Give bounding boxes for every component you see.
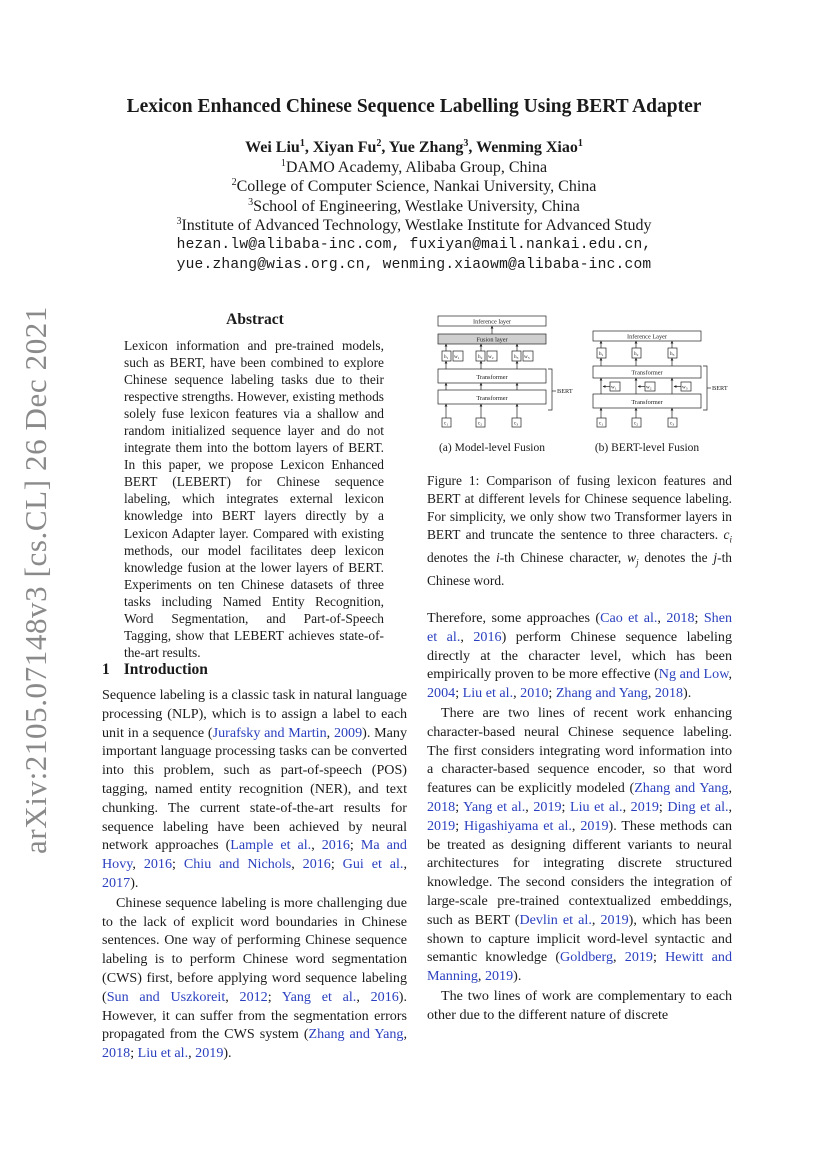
arxiv-sidebar <box>6 306 66 854</box>
email-line-2[interactable]: yue.zhang@wias.org.cn, wenming.xiaowm@alibaba-inc.com <box>176 256 652 273</box>
citation-link[interactable]: 2019 <box>195 1045 224 1062</box>
author-name: Yue Zhang$^3$ <box>388 138 469 156</box>
svg-text:h1: h1 <box>599 351 604 357</box>
transformer-label-a1: Transformer <box>476 374 508 381</box>
svg-text:c1: c1 <box>444 420 449 427</box>
citation-link[interactable]: Zhang and Yang <box>555 685 648 702</box>
citation-link[interactable]: 2016 <box>370 988 399 1005</box>
panel-a-model-level-fusion <box>438 316 556 427</box>
citation-link[interactable]: Chiu and Nichols <box>183 856 292 873</box>
svg-text:c3: c3 <box>514 420 519 427</box>
citation-link[interactable]: Ding et al. <box>667 798 729 815</box>
figure-1-caption: Figure 1: Comparison of fusing lexicon features and BERT at different levels for Chinese sequence labeling. For simplicity, we only show two Transformer layers in BERT and truncate the sentence to three characters. $c_i$ denotes the i-th Chinese character, $w_j$ denotes the j-th Chinese word. <box>427 473 732 588</box>
subcaption-a: (a) Model-level Fusion <box>438 442 546 454</box>
citation-link[interactable]: Higashiyama et al. <box>463 817 572 834</box>
figure-1-diagram <box>430 313 735 458</box>
bert-label-b: BERT <box>712 385 728 392</box>
subcaption-b: (b) BERT-level Fusion <box>594 442 700 454</box>
author-block <box>0 138 828 275</box>
citation-link[interactable]: Gui et al. <box>342 856 404 873</box>
affiliation: $^1$DAMO Academy, Alibaba Group, China <box>280 157 548 176</box>
svg-text:h1: h1 <box>444 354 449 360</box>
transformer-label-a2: Transformer <box>476 395 508 402</box>
svg-text:h2: h2 <box>478 354 483 360</box>
citation-link[interactable]: Ma and Hovy <box>102 837 407 873</box>
right-paragraph-3: The two lines of work are complementary to each other due to the different nature of discrete <box>427 987 732 1023</box>
citation-link[interactable]: 2019 <box>624 949 653 966</box>
citation-link[interactable]: Yang et al. <box>463 798 526 815</box>
citation-link[interactable]: Cao et al. <box>600 610 658 626</box>
citation-link[interactable]: Ng and Low <box>658 666 729 683</box>
citation-link[interactable]: 2018 <box>427 798 456 815</box>
citation-link[interactable]: 2012 <box>239 988 268 1005</box>
citation-link[interactable]: Devlin et al. <box>519 911 592 928</box>
citation-link[interactable]: Zhang and Yang <box>634 780 729 797</box>
citation-link[interactable]: Liu et al. <box>137 1045 189 1062</box>
svg-text:c1: c1 <box>599 420 604 427</box>
panel-b-bert-level-fusion <box>593 331 711 427</box>
svg-text:w3: w3 <box>524 354 530 360</box>
citation-link[interactable]: Liu et al. <box>570 798 623 815</box>
affiliation: $^3$Institute of Advanced Technology, Westlake Institute for Advanced Study <box>176 216 652 235</box>
citation-link[interactable]: 2016 <box>143 856 173 873</box>
citation-link[interactable]: 2019 <box>533 798 562 815</box>
left-column-body <box>102 686 407 1063</box>
citation-link[interactable]: 2019 <box>427 817 456 834</box>
citation-link[interactable]: 2004 <box>427 685 456 702</box>
svg-text:h3: h3 <box>670 351 675 357</box>
bert-label-a: BERT <box>557 388 573 395</box>
citation-link[interactable]: 2010 <box>520 685 549 702</box>
transformer-label-b1: Transformer <box>631 369 663 377</box>
citation-link[interactable]: 2019 <box>484 968 514 985</box>
citation-link[interactable]: 2019 <box>580 817 609 834</box>
author-name: Wenming Xiao$^1$ <box>476 138 583 156</box>
svg-text:h3: h3 <box>514 354 519 360</box>
citation-link[interactable]: 2018 <box>102 1045 131 1062</box>
abstract-text: Lexicon information and pre-trained models, such as BERT, have been combined to explore Chinese sequence labeling tasks due to their respective strengths. However, existing methods solely fuse lexicon features via a shallow and random initialized sequence layer and do not integrate them into the bottom layers of BERT. In this paper, we propose Lexicon Enhanced BERT (LEBERT) for Chinese sequence labeling, which integrates external lexicon knowledge into BERT layers directly by a Lexicon Adapter layer. Compared with existing methods, our model facilitates deep lexicon knowledge fusion at the lower layers of BERT. Experiments on ten Chinese datasets of three tasks including Named Entity Recognition, Word Segmentation, and Part-of-Speech Tagging, show that LEBERT achieves state-of-the-art results. <box>124 338 384 660</box>
affiliation-list <box>0 158 828 236</box>
citation-link[interactable]: Liu et al. <box>462 685 514 702</box>
affiliation: $^2$College of Computer Science, Nankai University, China <box>231 177 597 196</box>
svg-text:c3: c3 <box>670 420 675 427</box>
svg-text:c2: c2 <box>634 420 639 427</box>
right-paragraph-2: There are two lines of recent work enhancing character-based neural Chinese sequence labeling. The first considers integrating word information into a character-based sequence encoder, so that word features can be explicitly modeled (Zhang and Yang, 2018; Yang et al., 2019; Liu et al., 2019; Ding et al., 2019; Higashiyama et al., 2019). These methods can be treated as designing different variants to neural architectures for integrating discrete structured knowledge. The second considers the integration of large-scale pre-trained contextualized embeddings, such as BERT (Devlin et al., 2019), which has been shown to capture implicit word-level syntactic and semantic knowledge (Goldberg, 2019; Hewitt and Manning, 2019). <box>427 704 733 985</box>
author-list: Wei Liu$^1$, Xiyan Fu$^2$, Yue Zhang$^3$, Wenming Xiao$^1$ <box>245 138 583 156</box>
citation-link[interactable]: 2016 <box>473 628 502 645</box>
section-number: 1 <box>102 661 110 678</box>
svg-text:h2: h2 <box>634 351 639 357</box>
citation-link[interactable]: Yang et al. <box>281 988 357 1005</box>
section-title: Introduction <box>123 661 208 678</box>
svg-text:c2: c2 <box>478 420 483 427</box>
svg-text:w1: w1 <box>454 354 460 360</box>
svg-text:w1: w1 <box>611 384 617 391</box>
svg-text:w2: w2 <box>488 354 494 360</box>
citation-link[interactable]: 2019 <box>600 911 629 928</box>
svg-text:w3: w3 <box>682 384 688 391</box>
citation-link[interactable]: Zhang and Yang <box>308 1026 404 1043</box>
right-column-body <box>427 609 732 1025</box>
citation-link[interactable]: 2016 <box>321 837 350 854</box>
citation-link[interactable]: Lample et al. <box>230 837 312 854</box>
svg-text:w2: w2 <box>646 384 652 391</box>
citation-link[interactable]: Sun and Uszkoreit <box>106 988 226 1005</box>
citation-link[interactable]: 2016 <box>302 856 331 873</box>
paper-title: Lexicon Enhanced Chinese Sequence Labelling Using BERT Adapter <box>126 96 702 117</box>
author-name: Wei Liu$^1$ <box>245 138 305 156</box>
citation-link[interactable]: Hewitt and Manning <box>427 949 732 985</box>
right-paragraph-1: Therefore, some approaches (Cao et al., 2018; Shen et al., 2016) perform Chinese sequence labeling directly at the character level, which has been empirically proven to be more effective (Ng and Low, 2004; Liu et al., 2010; Zhang and Yang, 2018). <box>427 610 733 702</box>
figure-1 <box>430 313 735 458</box>
citation-link[interactable]: 2018 <box>666 610 695 626</box>
citation-link[interactable]: 2019 <box>630 798 659 815</box>
citation-link[interactable]: 2017 <box>102 874 131 891</box>
author-name: Xiyan Fu$^2$ <box>312 138 382 156</box>
inference-layer-label-b: Inference Layer <box>626 333 668 341</box>
section-heading-introduction <box>102 661 208 679</box>
arxiv-identifier[interactable]: arXiv:2105.07148v3 [cs.CL] 26 Dec 2021 <box>18 306 53 854</box>
intro-paragraph-2: Chinese sequence labeling is more challenging due to the lack of explicit word boundaries in Chinese sentences. One way of performing Chinese sequence labeling is to perform Chinese word segmentation (CWS) first, before applying word sequence labeling (Sun and Uszkoreit, 2012; Yang et al., 2016). However, it can suffer from the segmentation errors propagated from the CWS system (Zhang and Yang, 2018; Liu et al., 2019). <box>102 894 407 1062</box>
citation-link[interactable]: Jurafsky and Martin <box>212 724 327 741</box>
fusion-layer-label: Fusion layer <box>476 336 508 344</box>
affiliation: $^3$School of Engineering, Westlake University, China <box>248 196 580 215</box>
inference-layer-label: Inference layer <box>473 318 511 326</box>
citation-link[interactable]: 2018 <box>654 685 684 702</box>
transformer-label-b2: Transformer <box>631 399 663 406</box>
intro-paragraph-1: Sequence labeling is a classic task in natural language processing (NLP), which is to assign a label to each unit in a sequence (Jurafsky and Martin, 2009). Many important language processing tasks can be converted into this problem, such as part-of-speech (POS) tagging, named entity recognition (NER), and text chunking. The current state-of-the-art results for sequence labeling have been achieved by neural network approaches (Lample et al., 2016; Ma and Hovy, 2016; Chiu and Nichols, 2016; Gui et al., 2017). <box>102 687 408 891</box>
citation-link[interactable]: Goldberg <box>560 949 614 966</box>
citation-link[interactable]: 2009 <box>333 724 363 741</box>
citation-link[interactable]: Shen et al. <box>427 610 732 645</box>
abstract-heading: Abstract <box>226 311 284 328</box>
email-line-1[interactable]: hezan.lw@alibaba-inc.com, fuxiyan@mail.nankai.edu.cn, <box>176 236 652 253</box>
